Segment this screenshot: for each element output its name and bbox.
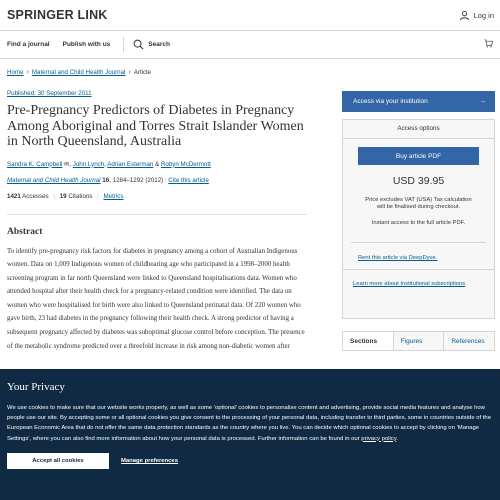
search-icon: [133, 39, 144, 50]
privacy-text: [7, 403, 493, 444]
accept-cookies-button[interactable]: Accept all cookies: [7, 453, 109, 469]
citation-divider: |: [164, 176, 167, 184]
article-price: USD 39.95: [392, 175, 445, 187]
manage-preferences-button[interactable]: Manage preferences: [121, 457, 178, 464]
instant-access-note: Instant access to the full article PDF.: [371, 220, 466, 226]
find-journal-link[interactable]: Find a journal: [7, 41, 50, 48]
article-title: Pre-Pregnancy Predictors of Diabetes in Pregnancy Among Aboriginal and Torres Strait Islander Women in North Queensland, Australia: [7, 103, 304, 149]
author-link[interactable]: Sandra K. Campbell: [7, 160, 63, 168]
login-button[interactable]: [459, 10, 494, 21]
breadcrumb: [7, 69, 151, 76]
metrics-divider: |: [53, 192, 55, 200]
tab-sections[interactable]: Sections: [343, 332, 394, 350]
top-header: [0, 0, 500, 30]
publish-link[interactable]: Publish with us: [62, 41, 111, 48]
chevron-right-icon: ›: [26, 69, 29, 76]
journal-pages: , 1284–1292 (2012): [109, 176, 164, 184]
nav-divider: [123, 37, 124, 52]
journal-citation: [7, 177, 307, 184]
email-icon[interactable]: ✉: [64, 160, 70, 168]
access-institution-button[interactable]: [342, 91, 495, 112]
access-options-heading: Access options: [343, 120, 494, 139]
citations-label: Citations: [68, 192, 93, 200]
privacy-actions: [7, 453, 493, 469]
metrics-divider: |: [97, 192, 99, 200]
article-main: [7, 90, 307, 353]
user-icon: [459, 10, 470, 21]
accesses-label: Accesses: [22, 192, 49, 200]
published-date-link[interactable]: Published: 30 September 2011: [7, 90, 92, 97]
access-sidebar: [342, 91, 495, 345]
journal-volume: 16: [102, 176, 110, 184]
sidebar-tabs: [342, 331, 495, 351]
main-nav: [0, 30, 500, 59]
institutional-subscriptions-link[interactable]: Learn more about Institutional subscriptions: [343, 269, 494, 287]
deepdyve-link[interactable]: Rent this article via DeepDyve.: [358, 255, 438, 261]
journal-link[interactable]: Maternal and Child Health Journal: [7, 176, 101, 184]
abstract-heading: Abstract: [7, 214, 307, 237]
author-link[interactable]: Adrian Esterman: [107, 160, 154, 168]
access-options-box: [342, 119, 495, 319]
citations-count: 19: [59, 192, 67, 200]
access-divider: [351, 242, 486, 243]
search-label: Search: [148, 41, 170, 48]
author-list: Sandra K. Campbell ✉, John Lynch, Adrian Esterman & Robyn McDermott: [7, 160, 211, 168]
arrow-right-icon: →: [479, 98, 486, 105]
author-link[interactable]: John Lynch: [72, 160, 105, 168]
breadcrumb-home[interactable]: Home: [7, 69, 24, 76]
author-link[interactable]: Robyn McDermott: [160, 160, 211, 168]
privacy-body-end: .: [396, 435, 398, 442]
chevron-right-icon: ›: [128, 69, 131, 76]
access-institution-label: Access via your institution: [353, 98, 428, 105]
cart-button[interactable]: [484, 39, 493, 50]
tab-references[interactable]: References: [444, 332, 494, 350]
breadcrumb-journal[interactable]: Maternal and Child Health Journal: [31, 69, 126, 76]
springer-link-logo[interactable]: SPRINGER LINK: [7, 8, 108, 22]
cite-link[interactable]: Cite this article: [168, 176, 209, 184]
cart-icon: [484, 39, 493, 48]
tax-note: Price excludes VAT (USA) Tax calculation will be finalised during checkout.: [365, 197, 472, 210]
privacy-banner: [0, 369, 500, 500]
buy-pdf-button[interactable]: Buy article PDF: [358, 147, 479, 165]
accesses-count: 1421: [7, 192, 21, 200]
metrics-link[interactable]: Metrics: [103, 192, 124, 200]
tab-figures[interactable]: Figures: [394, 332, 445, 350]
search-button[interactable]: [133, 39, 170, 50]
abstract-text: To identify pre-pregnancy risk factors for diabetes in pregnancy among a cohort of Australian Indigenous women. Data on 1,009 Indigenous women of childbearing age who participated in a 1998–2000 health screening program in far north Queensland were linked to Queensland hospitalisations data. Women who attended hospital after their health check for a pregnancy-related condition were identified. The data on women who were hospitalised for birth were also linked to Queensland perinatal data. Of 220 women who gave birth, 23 had diabetes in the pregnancy following their health check. A strong predictor of having a subsequent pregnancy affected by diabetes was suboptimal glucose control before conception. The presence of the metabolic syndrome predicted over a threefold increase in risk among non-diabetic women after: [7, 247, 305, 350]
login-label: Log in: [473, 10, 494, 20]
article-metrics: [7, 193, 307, 200]
privacy-heading: Your Privacy: [7, 381, 65, 393]
privacy-policy-link[interactable]: privacy policy: [361, 435, 397, 442]
privacy-body: We use cookies to make sure that our website works properly, as well as some ‘optional’ cookies to personalise content and advertising, provide social media features and analyse how people use our site. By accepting some or all optional cookies you give consent to the processing of your personal data, including transfer to third parties, some in countries outside of the European Economic Area that do not offer the same data protection standards as the country where you live. You can decide which optional cookies to accept by clicking on ‘Manage Settings’, where you can also find more information about how your personal data is processed. Further information can be found in our: [7, 405, 491, 442]
breadcrumb-current: Article: [133, 69, 151, 76]
